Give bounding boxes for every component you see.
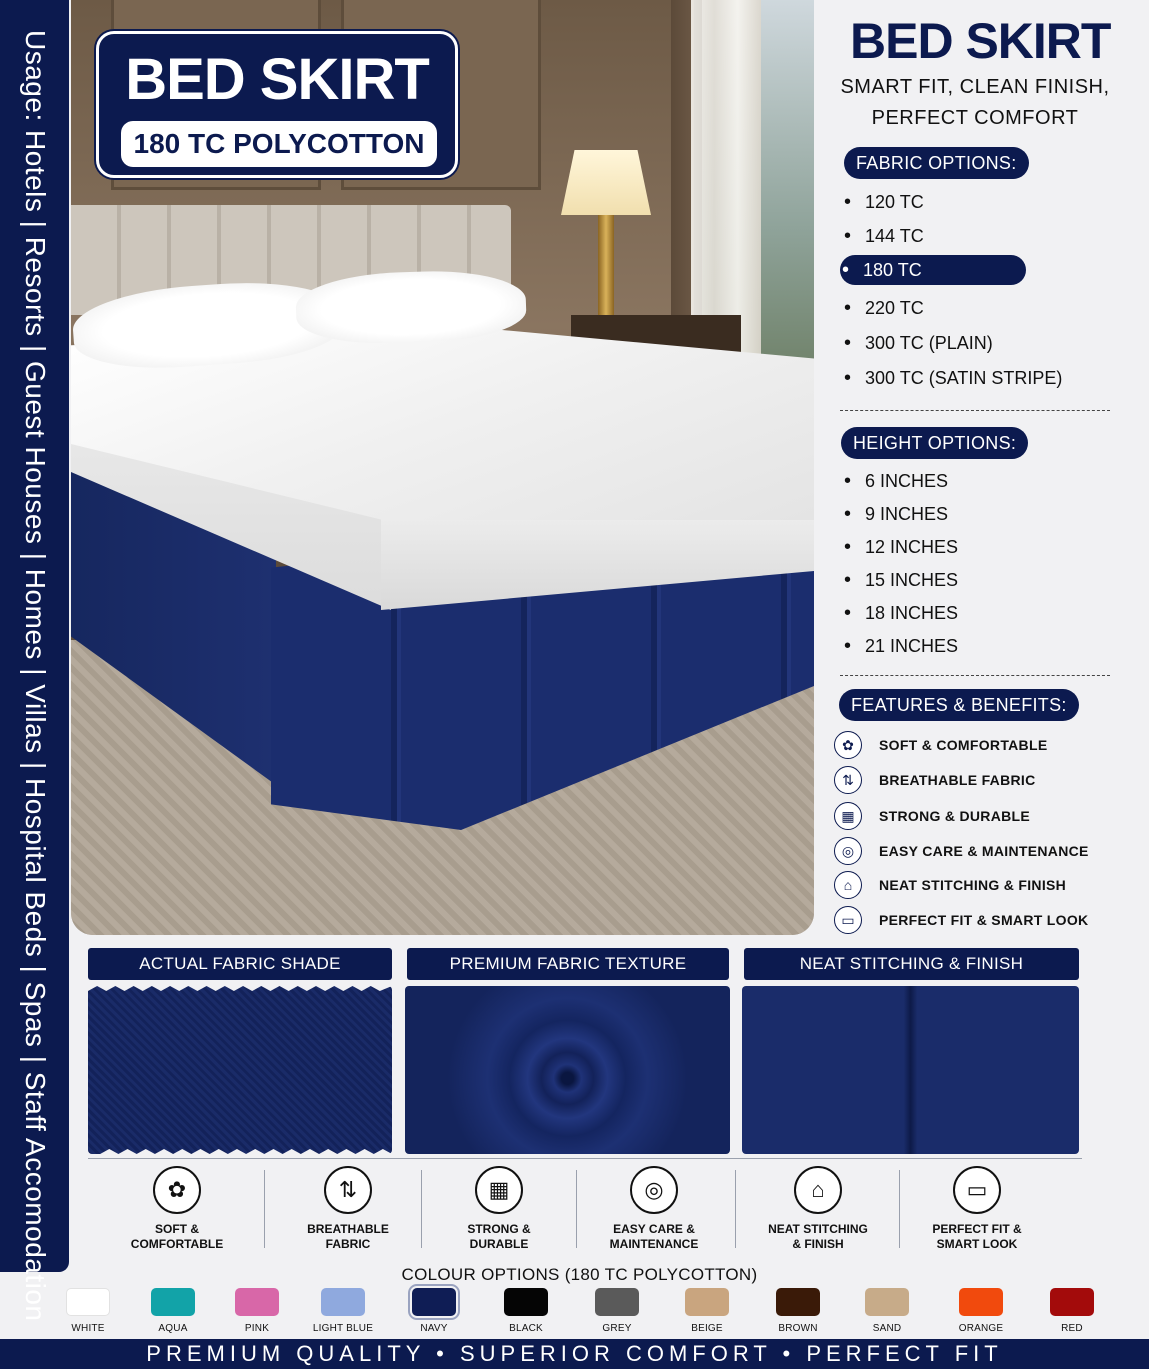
bottom-feature-label: SOFT & COMFORTABLE — [130, 1222, 224, 1251]
divider — [88, 1158, 1082, 1159]
height-options-heading: HEIGHT OPTIONS: — [841, 427, 1028, 459]
colour-chip[interactable] — [235, 1288, 279, 1316]
cotton-flower-icon: ✿ — [834, 731, 862, 759]
badge-subtitle: 180 TC POLYCOTTON — [121, 121, 437, 167]
fabric-option[interactable]: • 120 TC — [842, 187, 924, 217]
colour-swatch-sand[interactable] — [842, 1288, 932, 1334]
height-option[interactable]: • 18 INCHES — [842, 598, 958, 628]
feature-label: STRONG & DURABLE — [879, 808, 1031, 824]
colour-label: RED — [1061, 1323, 1083, 1334]
product-title: BED SKIRT — [850, 13, 1111, 69]
bottom-feature — [278, 1166, 418, 1252]
fabric-option[interactable]: • 300 TC (PLAIN) — [842, 328, 993, 358]
colour-chip[interactable] — [412, 1288, 456, 1316]
swatch-heading: NEAT STITCHING & FINISH — [744, 948, 1079, 980]
badge-title: BED SKIRT — [125, 47, 429, 112]
swatch-heading: PREMIUM FABRIC TEXTURE — [407, 948, 729, 980]
info-panel — [820, 0, 1140, 940]
colour-chip[interactable] — [321, 1288, 365, 1316]
weave-icon: ▦ — [834, 802, 862, 830]
weave-icon: ▦ — [475, 1166, 523, 1214]
usage-sidebar — [0, 0, 69, 1322]
colour-chip[interactable] — [865, 1288, 909, 1316]
colour-swatch-pink[interactable] — [212, 1288, 302, 1334]
feature-label: EASY CARE & MAINTENANCE — [879, 843, 1089, 859]
washing-machine-icon: ◎ — [834, 837, 862, 865]
colour-options-title: COLOUR OPTIONS (180 TC POLYCOTTON) — [401, 1265, 758, 1284]
lamp-base — [598, 215, 614, 315]
colour-swatch-brown[interactable] — [753, 1288, 843, 1334]
usage-text: Usage: Hotels | Resorts | Guest Houses | Homes | Villas | Hospital Beds | Spas | Staff Accomodation — [20, 30, 51, 1322]
height-option[interactable]: • 6 INCHES — [842, 466, 948, 496]
sewing-machine-icon: ⌂ — [794, 1166, 842, 1214]
feature-item — [834, 871, 1066, 899]
feature-item — [834, 906, 1088, 934]
feature-label: PERFECT FIT & SMART LOOK — [879, 912, 1089, 928]
height-option[interactable]: • 15 INCHES — [842, 565, 958, 595]
fabric-shade-image — [88, 986, 392, 1154]
colour-label: WHITE — [71, 1323, 105, 1334]
height-option[interactable]: • 21 INCHES — [842, 631, 958, 661]
bottom-feature-label: PERFECT FIT & SMART LOOK — [932, 1222, 1022, 1251]
bottom-feature — [907, 1166, 1047, 1252]
colour-swatch-navy[interactable] — [389, 1288, 479, 1334]
colour-label: AQUA — [158, 1323, 188, 1334]
colour-chip[interactable] — [151, 1288, 195, 1316]
bottom-feature — [748, 1166, 888, 1252]
colour-chip[interactable] — [66, 1288, 110, 1316]
fabric-option[interactable]: • 220 TC — [842, 293, 924, 323]
colour-label: SAND — [872, 1323, 902, 1334]
colour-swatch-black[interactable] — [481, 1288, 571, 1334]
divider — [840, 410, 1110, 411]
fabric-option[interactable]: • 300 TC (SATIN STRIPE) — [842, 363, 1062, 393]
cotton-flower-icon: ✿ — [153, 1166, 201, 1214]
tagline-line-1: SMART FIT, CLEAN FINISH, — [840, 76, 1110, 98]
bottom-feature-label: STRONG & DURABLE — [467, 1222, 531, 1251]
colour-label: BROWN — [778, 1323, 818, 1334]
airflow-icon: ⇅ — [324, 1166, 372, 1214]
separator — [264, 1170, 265, 1248]
feature-label: BREATHABLE FABRIC — [879, 772, 1036, 788]
product-badge — [96, 31, 458, 178]
colour-swatch-orange[interactable] — [936, 1288, 1026, 1334]
bottom-feature-label: EASY CARE & MAINTENANCE — [609, 1222, 699, 1251]
colour-chip[interactable] — [595, 1288, 639, 1316]
bottom-feature — [584, 1166, 724, 1252]
colour-label: LIGHT BLUE — [312, 1323, 374, 1334]
swatch-heading: ACTUAL FABRIC SHADE — [88, 948, 392, 980]
bottom-feature — [429, 1166, 569, 1252]
tagline-line-2: PERFECT COMFORT — [871, 107, 1079, 129]
colour-chip[interactable] — [685, 1288, 729, 1316]
lamp-shade — [561, 150, 651, 215]
fabric-option[interactable]: • 144 TC — [842, 221, 924, 251]
colour-label: PINK — [244, 1323, 270, 1334]
colour-swatch-light-blue[interactable] — [298, 1288, 388, 1334]
bottom-feature — [107, 1166, 247, 1252]
colour-label: BLACK — [509, 1323, 543, 1334]
height-option[interactable]: • 9 INCHES — [842, 499, 948, 529]
colour-label: BEIGE — [691, 1323, 723, 1334]
feature-item — [834, 766, 1036, 794]
separator — [735, 1170, 736, 1248]
colour-label: GREY — [602, 1323, 632, 1334]
colour-label: ORANGE — [958, 1323, 1004, 1334]
colour-swatch-red[interactable] — [1027, 1288, 1117, 1334]
feature-item — [834, 802, 1030, 830]
washing-machine-icon: ◎ — [630, 1166, 678, 1214]
footer-banner: PREMIUM QUALITY • SUPERIOR COMFORT • PERFECT FIT — [0, 1339, 1149, 1369]
separator — [421, 1170, 422, 1248]
bed-icon: ▭ — [834, 906, 862, 934]
colour-label: NAVY — [420, 1323, 448, 1334]
fabric-options-heading: FABRIC OPTIONS: — [844, 147, 1029, 179]
colour-chip[interactable] — [776, 1288, 820, 1316]
separator — [899, 1170, 900, 1248]
height-option[interactable]: • 12 INCHES — [842, 532, 958, 562]
feature-label: SOFT & COMFORTABLE — [879, 737, 1048, 753]
colour-chip[interactable] — [959, 1288, 1003, 1316]
feature-label: NEAT STITCHING & FINISH — [879, 877, 1067, 893]
divider — [840, 675, 1110, 676]
colour-chip[interactable] — [1050, 1288, 1094, 1316]
bed-icon: ▭ — [953, 1166, 1001, 1214]
bottom-feature-label: NEAT STITCHING & FINISH — [768, 1222, 868, 1251]
colour-swatch-beige[interactable] — [662, 1288, 752, 1334]
sewing-machine-icon: ⌂ — [834, 871, 862, 899]
bottom-feature-label: BREATHABLE FABRIC — [307, 1222, 389, 1251]
fabric-option-selected[interactable]: • 180 TC — [840, 255, 1026, 285]
features-heading: FEATURES & BENEFITS: — [839, 689, 1079, 721]
colour-swatch-aqua[interactable] — [128, 1288, 218, 1334]
airflow-icon: ⇅ — [834, 766, 862, 794]
colour-swatch-white[interactable] — [43, 1288, 133, 1334]
fabric-texture-image — [405, 986, 730, 1154]
feature-item — [834, 837, 1089, 865]
colour-swatch-grey[interactable] — [572, 1288, 662, 1334]
separator — [576, 1170, 577, 1248]
stitching-detail-image — [742, 986, 1079, 1154]
feature-item — [834, 731, 1047, 759]
colour-chip[interactable] — [504, 1288, 548, 1316]
